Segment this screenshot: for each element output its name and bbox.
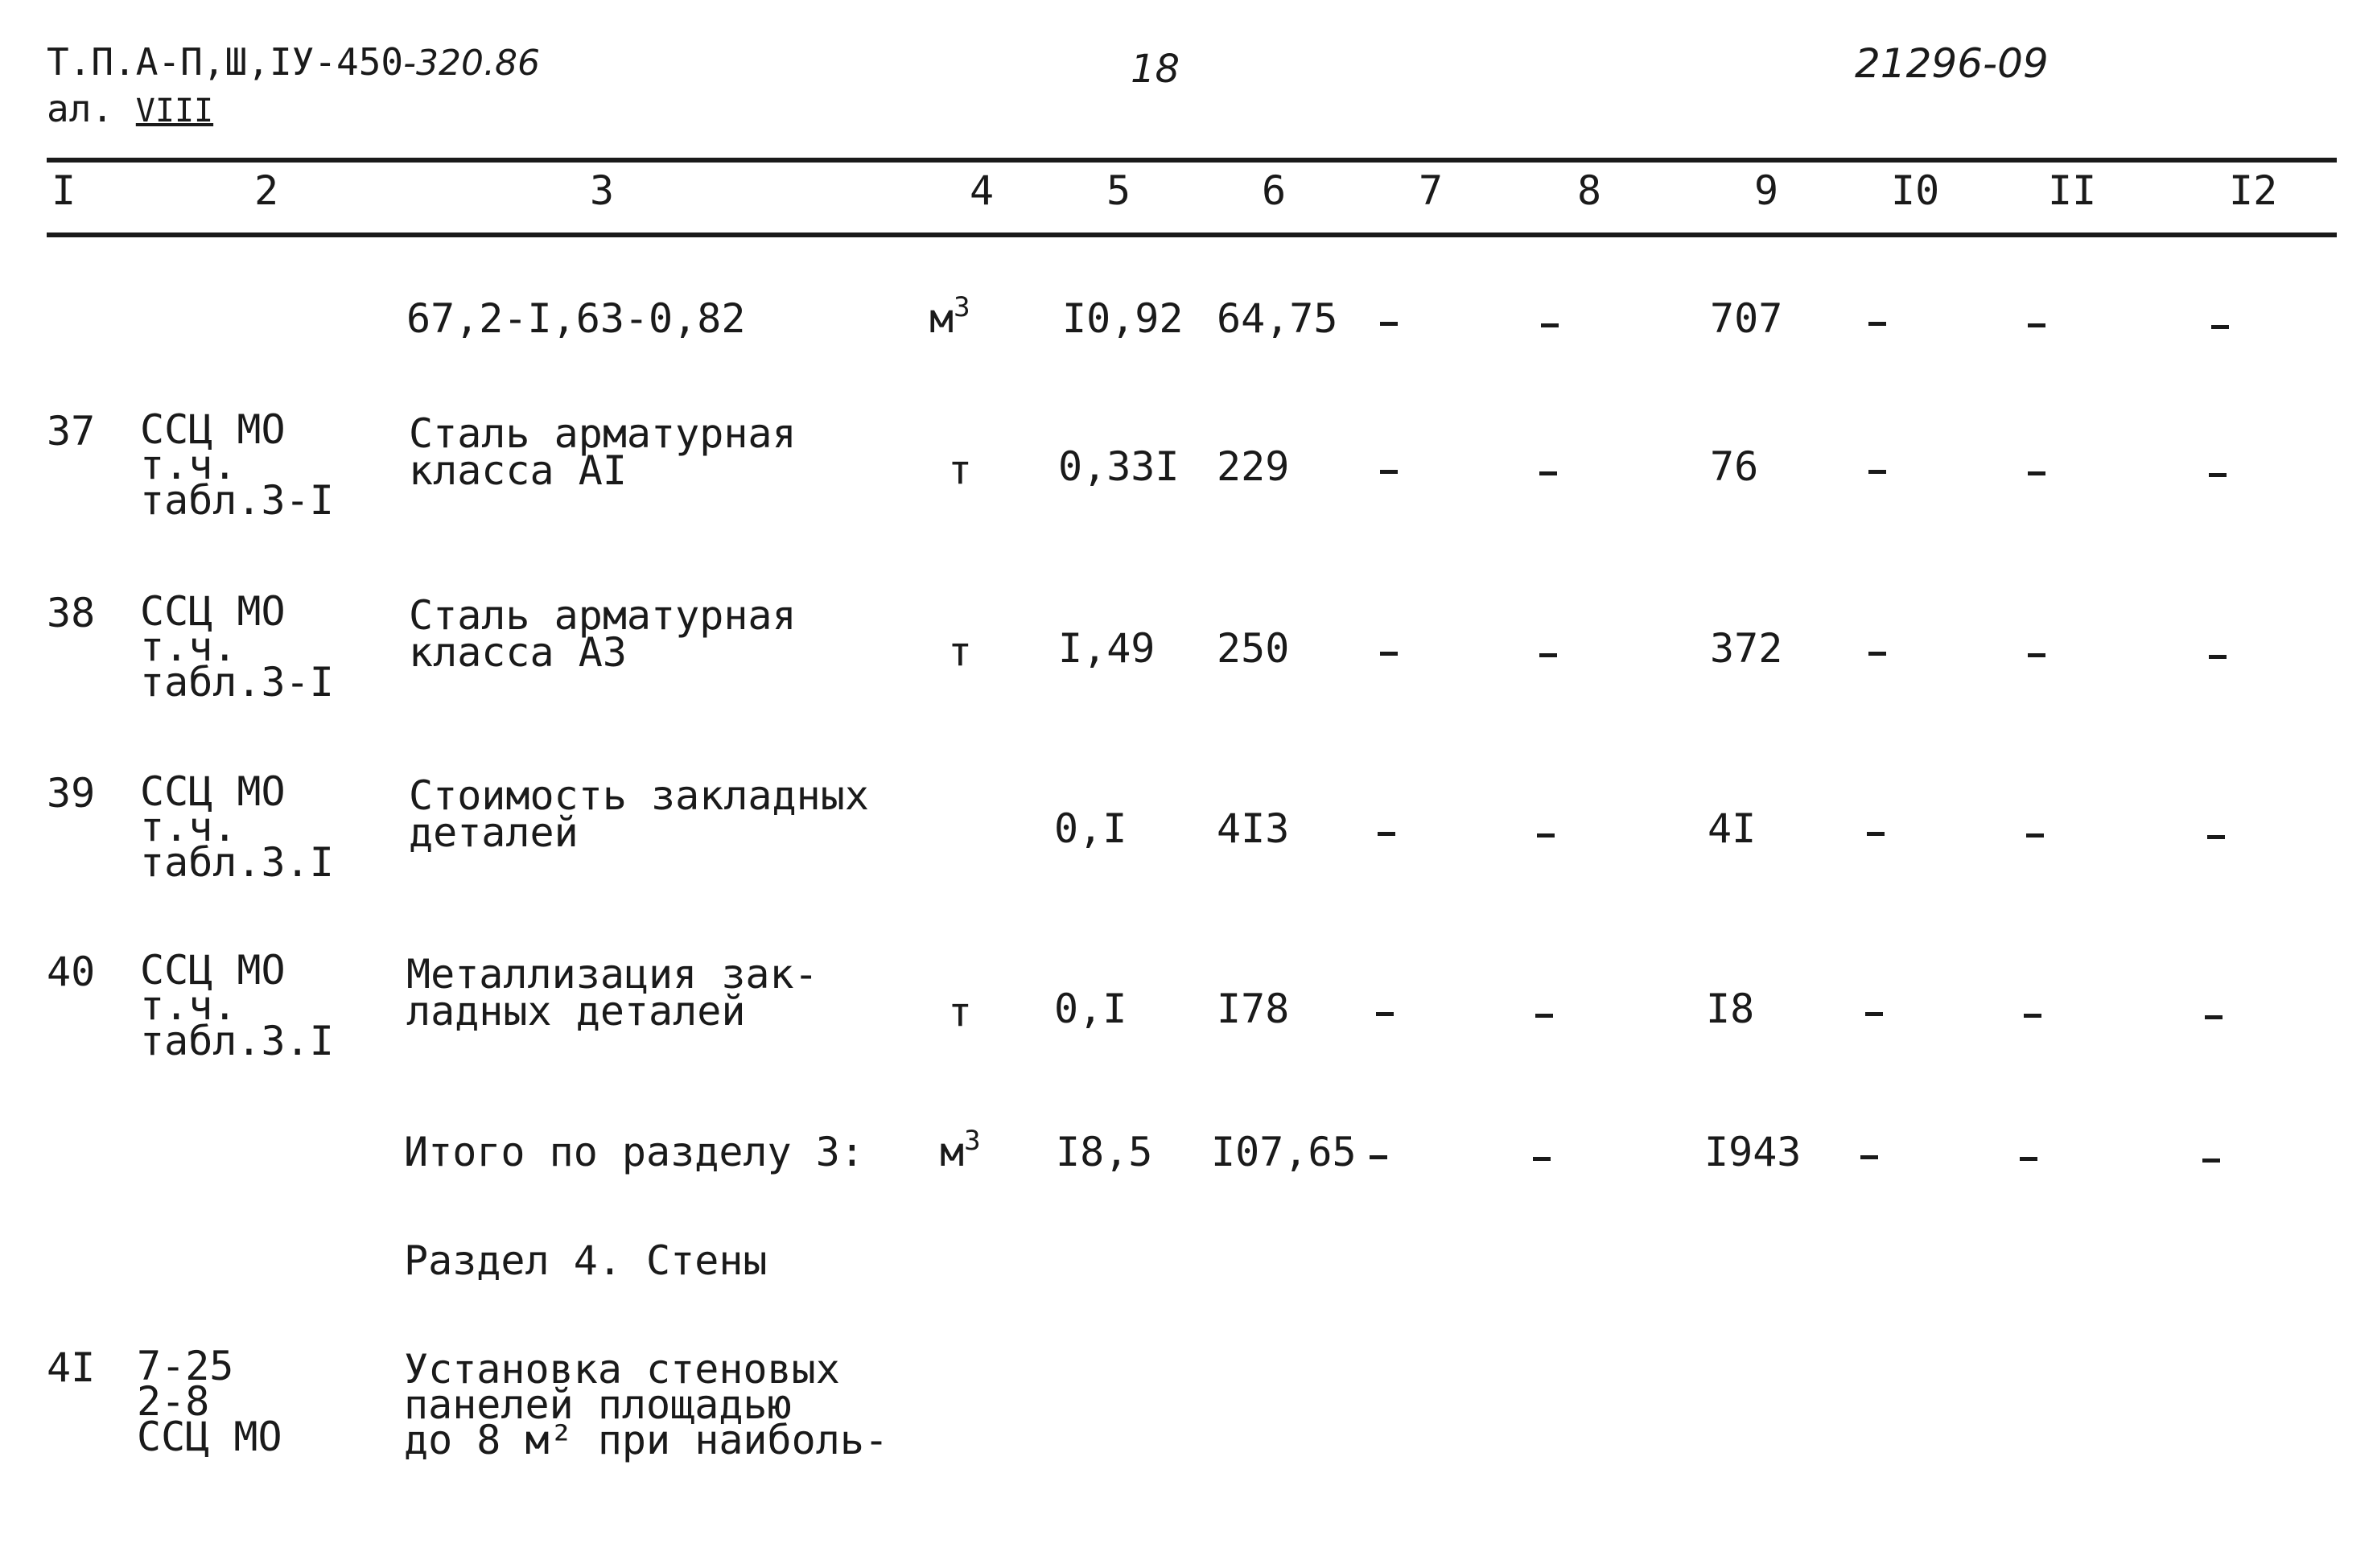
column-number-4: 4 [970, 167, 995, 214]
header-top-rule [47, 158, 2337, 163]
column-number-7: 7 [1419, 167, 1444, 214]
dash-col12 [2211, 325, 2229, 329]
row-quantity: I8,5 [1056, 1129, 1153, 1175]
row-description: Сталь арматурная класса АI [409, 410, 797, 494]
row-total: 372 [1710, 625, 1783, 672]
column-number-8: 8 [1577, 167, 1602, 214]
dash-col11 [2020, 1157, 2037, 1161]
row-unit-price: 4I3 [1217, 805, 1290, 852]
row-number: 4I [47, 1344, 96, 1391]
row-quantity: 0,33I [1058, 443, 1180, 490]
column-number-5: 5 [1106, 167, 1131, 214]
column-number-1: I [51, 167, 76, 214]
row-unit-price: 250 [1217, 625, 1290, 672]
row-description: Стоимость закладных деталей [409, 772, 869, 856]
column-number-6: 6 [1262, 167, 1287, 214]
album-prefix: ал. [47, 87, 114, 130]
page-number: 18 [1131, 47, 1180, 92]
dash-col10 [1860, 1155, 1878, 1159]
dash-col8 [1535, 1014, 1553, 1018]
dash-col10 [1868, 652, 1886, 656]
unit-superscript: 3 [954, 291, 970, 323]
dash-col11 [2028, 653, 2045, 657]
dash-col11 [2026, 833, 2044, 838]
row-description: Металлизация зак- ладных деталей [406, 951, 818, 1035]
row-unit: т [948, 628, 973, 675]
column-number-2: 2 [254, 167, 279, 214]
header-bottom-rule [47, 233, 2337, 237]
column-number-12: I2 [2229, 167, 2278, 214]
dash-col11 [2028, 471, 2045, 475]
dash-col7 [1380, 322, 1398, 326]
dash-col7 [1378, 832, 1395, 836]
row-unit-price: I07,65 [1211, 1129, 1357, 1175]
dash-col12 [2205, 1015, 2223, 1019]
document-code [47, 40, 540, 84]
dash-col10 [1865, 1012, 1883, 1016]
row-description: Сталь арматурная класса А3 [409, 592, 797, 676]
row-unit [940, 1125, 981, 1175]
row-total: 707 [1710, 295, 1783, 342]
row-number: 37 [47, 408, 96, 455]
column-number-10: I0 [1891, 167, 1940, 214]
album-number: VIII [135, 93, 214, 130]
dash-col8 [1541, 323, 1559, 327]
dash-col10 [1868, 470, 1886, 474]
album-label [47, 87, 213, 130]
dash-col12 [2207, 835, 2225, 839]
unit-superscript: 3 [964, 1125, 981, 1157]
row-reference: ССЦ МО т.ч. табл.3-I [140, 406, 334, 524]
total-label: Итого по разделу 3: [404, 1129, 864, 1175]
row-number: 38 [47, 590, 96, 636]
dash-col8 [1539, 471, 1557, 475]
unit-text: м [940, 1129, 965, 1175]
dash-col8 [1539, 653, 1557, 657]
dash-col10 [1868, 322, 1886, 326]
row-unit [929, 291, 970, 342]
dash-col12 [2209, 655, 2227, 659]
row-total: I8 [1706, 986, 1755, 1032]
column-number-3: 3 [590, 167, 615, 214]
row-unit: т [948, 447, 973, 493]
section-title: Раздел 4. Стены [404, 1237, 768, 1284]
column-number-11: II [2048, 167, 2097, 214]
row-description: 67,2-I,63-0,82 [406, 295, 746, 342]
row-unit-price: I78 [1217, 986, 1290, 1032]
row-description: Установка стеновых панелей площадью до 8 м² при наиболь- [404, 1346, 889, 1463]
row-number: 40 [47, 949, 96, 995]
document-code-suffix: -320.86 [403, 43, 540, 84]
row-quantity: I0,92 [1062, 295, 1184, 342]
row-number: 39 [47, 770, 96, 817]
row-total: I943 [1704, 1129, 1802, 1175]
unit-text: м [929, 295, 954, 342]
row-unit-price: 64,75 [1217, 295, 1338, 342]
dash-col7 [1380, 470, 1398, 474]
dash-col7 [1376, 1012, 1394, 1016]
row-unit-price: 229 [1217, 443, 1290, 490]
row-quantity: I,49 [1058, 625, 1156, 672]
document-code-prefix: Т.П.А-П,Ш,IУ-450 [47, 40, 404, 84]
dash-col8 [1537, 833, 1555, 838]
row-unit: т [948, 989, 973, 1035]
column-number-9: 9 [1754, 167, 1779, 214]
inventory-number: 21296-09 [1855, 40, 2049, 87]
dash-col11 [2028, 323, 2045, 327]
row-reference: ССЦ МО т.ч. табл.3.I [140, 947, 334, 1064]
dash-col7 [1380, 652, 1398, 656]
dash-col12 [2202, 1159, 2220, 1163]
row-total: 4I [1708, 805, 1757, 852]
row-quantity: 0,I [1054, 986, 1127, 1032]
dash-col7 [1370, 1155, 1387, 1159]
row-quantity: 0,I [1054, 805, 1127, 852]
row-reference: ССЦ МО т.ч. табл.3-I [140, 588, 334, 706]
row-total: 76 [1710, 443, 1759, 490]
dash-col8 [1533, 1157, 1551, 1161]
dash-col10 [1867, 832, 1885, 836]
row-reference: 7-25 2-8 ССЦ МО [137, 1343, 282, 1460]
dash-col12 [2209, 473, 2227, 477]
row-reference: ССЦ МО т.ч. табл.3.I [140, 768, 334, 886]
dash-col11 [2024, 1014, 2041, 1018]
